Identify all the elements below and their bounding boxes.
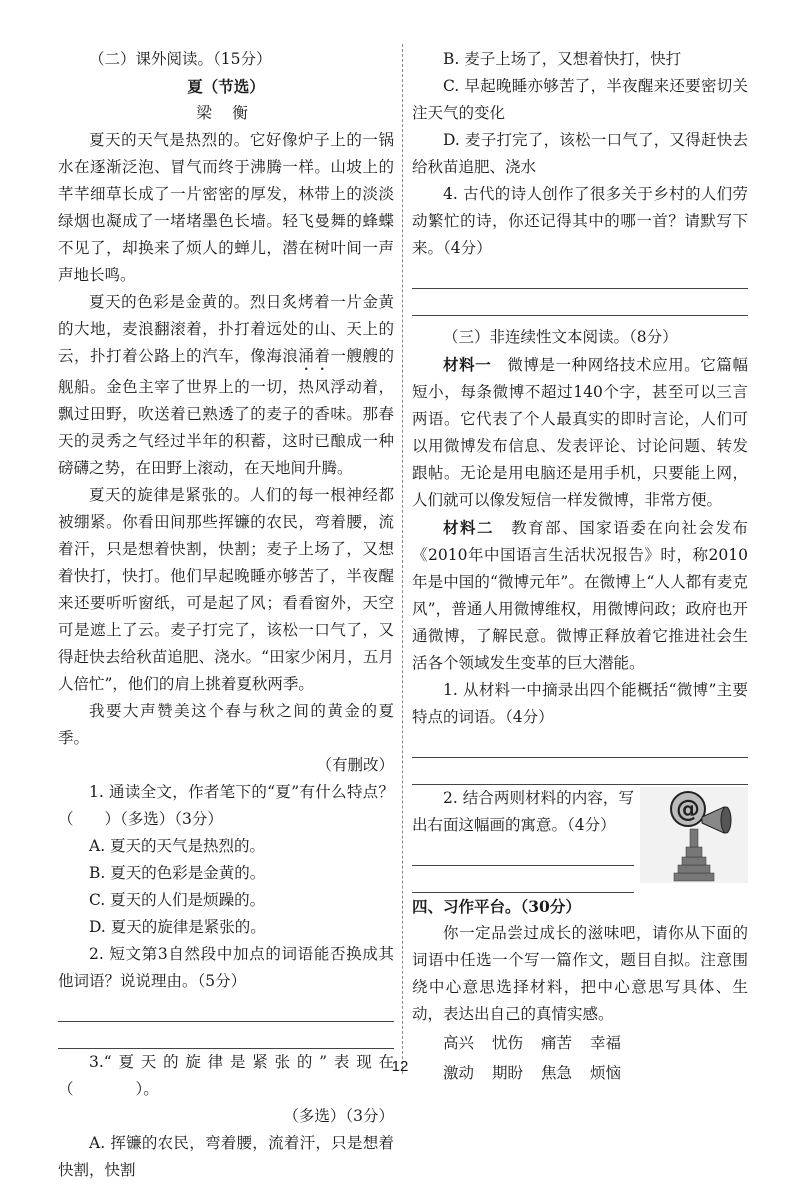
material-1	[412, 351, 748, 514]
q2-answer-line-1[interactable]	[58, 995, 394, 1022]
material-1-text: 微博是一种网络技术应用。它篇幅短小，每条微博不超过140个字，甚至可以三言两语。它代表了个人最真实的即时言论，人们可以用微博发布信息、发表评论、讨论问题、转发跟帖。无论是用电脑还是用手机，只要能上网，人们就可以像发短信一样发微博，非常方便。	[412, 356, 748, 509]
question-1: 1. 通读全文，作者笔下的“夏”有什么特点？（ ）（多选）（3分）	[58, 783, 394, 828]
q3-option-b: B. 麦子上场了，又想着快打，快打	[443, 50, 682, 68]
dotted-word: 涌着	[298, 347, 331, 365]
material-2	[412, 514, 748, 677]
s3q1-answer-line-2[interactable]	[412, 758, 748, 785]
section-title-writing: 四、习作平台。（30分）	[412, 897, 581, 916]
q3-option-c: C. 早起晚睡亦够苦了，半夜醒来还要密切关注天气的变化	[412, 77, 748, 122]
section-title-nontext: （三）非连续性文本阅读。（8分）	[443, 328, 678, 346]
paragraph-2-part-b: 一艘艘的舰船。金色主宰了世界上的一切，热风浮动着，飘过田野，吹送着已熟透了的麦子的香味。那春天的灵秀之气经过半年的积蓄，这时已酿成一种磅礴之势，在田野上滚动，在天地间升腾。	[58, 347, 394, 477]
word-choice: 忧伤	[492, 1034, 524, 1052]
spacer	[412, 316, 748, 324]
question-text-block	[412, 785, 634, 893]
section-title-extracurricular: （二）课外阅读。（15分）	[89, 50, 272, 68]
q3-option-d: D. 麦子打完了，该松一口气了，又得赶快去给秋苗追肥、浇水	[412, 131, 748, 176]
section3-question-1: 1. 从材料一中摘录出四个能概括“微博”主要特点的词语。（4分）	[412, 681, 748, 726]
writing-prompt: 你一定品尝过成长的滋味吧，请你从下面的词语中任选一个写一篇作文，题目自拟。注意围绕中心意思选择材料，把中心意思写具体、生动，表达出自己的真情实感。	[412, 924, 748, 1023]
q4-answer-line-1[interactable]	[412, 262, 748, 289]
word-choice: 幸福	[590, 1034, 622, 1052]
section3-question-2: 2. 结合两则材料的内容，写出右面这幅画的寓意。（4分）	[412, 789, 634, 834]
q1-option-a: A. 夏天的天气是热烈的。	[89, 837, 266, 855]
q1-option-c: C. 夏天的人们是烦躁的。	[89, 891, 266, 909]
q3-option-a: A. 挥镰的农民，弯着腰，流着汗，只是想着快割，快割	[58, 1134, 394, 1179]
word-choice: 期盼	[492, 1064, 524, 1082]
left-column	[58, 46, 394, 1184]
material-1-label: 材料一	[443, 355, 492, 374]
question-4: 4. 古代的诗人创作了很多关于乡村的人们劳动繁忙的诗，你还记得其中的哪一首？请默写下来。（4分）	[412, 185, 748, 257]
s3q1-answer-line-1[interactable]	[412, 731, 748, 758]
s3q2-answer-line-1[interactable]	[412, 839, 634, 866]
word-choice: 痛苦	[541, 1034, 573, 1052]
svg-text:@: @	[676, 795, 700, 823]
edit-note: （有删改）	[316, 756, 394, 774]
page-number: 12	[391, 1058, 409, 1075]
right-column	[412, 46, 748, 1088]
column-divider	[402, 44, 403, 1074]
q1-option-b: B. 夏天的色彩是金黄的。	[89, 864, 266, 882]
question-2: 2. 短文第3自然段中加点的词语能否换成其他词语？说说理由。（5分）	[58, 945, 394, 990]
paragraph-4: 我要大声赞美这个春与秋之间的黄金的夏季。	[58, 702, 394, 747]
paragraph-2	[58, 289, 394, 482]
article-title: 夏（节选）	[187, 77, 265, 96]
word-choice: 焦急	[541, 1064, 573, 1082]
paragraph-3: 夏天的旋律是紧张的。人们的每一根神经都被绷紧。你看田间那些挥镰的农民，弯着腰，流着汗，只是想着快割，快割；麦子上场了，又想着快打，快打。他们早起晚睡亦够苦了，半夜醒来还要听听窗纸，可是起了风；看看窗外，天空可是遮上了云。麦子打完了，该松一口气了，又得赶快去给秋苗追肥、浇水。“田家少闲月，五月人倍忙”，他们的肩上挑着夏秋两季。	[58, 486, 394, 693]
material-2-text: 教育部、国家语委在向社会发布《2010年中国语言生活状况报告》时，称2010年是中国的“微博元年”。在微博上“人人都有麦克风”，普通人用微博维权，用微博问政；政府也开通微博，了解民意。微博正释放着它推进社会生活各个领域发生变革的巨大潜能。	[412, 519, 748, 672]
question-with-picture	[412, 785, 748, 893]
question-3: 3.“夏天的旋律是紧张的”表现在（ ）。	[58, 1053, 394, 1098]
word-choice: 激动	[443, 1064, 475, 1082]
q4-answer-line-2[interactable]	[412, 289, 748, 316]
word-choices-row-1	[412, 1028, 748, 1058]
s3q2-answer-line-2[interactable]	[412, 866, 634, 893]
word-choice: 高兴	[443, 1034, 475, 1052]
weibo-megaphone-illustration	[640, 787, 748, 883]
q2-answer-line-2[interactable]	[58, 1022, 394, 1049]
word-choice: 烦恼	[590, 1064, 622, 1082]
paragraph-1: 夏天的天气是热烈的。它好像炉子上的一锅水在逐渐泛泡、冒气而终于沸腾一样。山坡上的芊芊细草长成了一片密密的厚发，林带上的淡淡绿烟也凝成了一堵堵墨色长墙。轻飞曼舞的蜂蝶不见了，却换来了烦人的蝉儿，潜在树叶间一声声地长鸣。	[58, 131, 394, 284]
question-3-points: （多选）（3分）	[283, 1107, 394, 1125]
article-author: 梁 衡	[196, 104, 256, 122]
material-2-label: 材料二	[443, 518, 495, 537]
paragraph-2-part-a: 夏天的色彩是金黄的。烈日炙烤着一片金黄的大地，麦浪翻滚着，扑打着远处的山、天上的云，扑打着公路上的汽车，像海浪	[58, 293, 394, 365]
q1-option-d: D. 夏天的旋律是紧张的。	[89, 918, 266, 936]
